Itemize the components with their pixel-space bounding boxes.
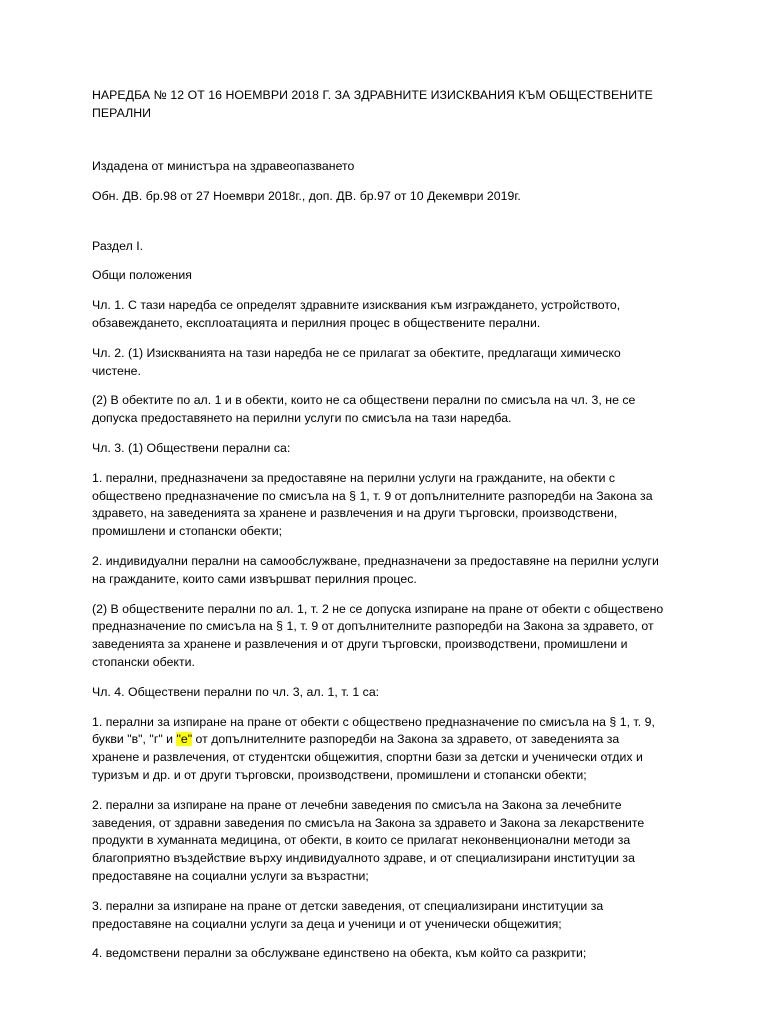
article-3-paragraph-1: Чл. 3. (1) Обществени перални са: bbox=[92, 440, 291, 455]
article-3-item-1: 1. перални, предназначени за предоставяне на перилни услуги на гражданите, на обекти с обществено предназначение по смисъла на § 1, т. 9 от допълнителните разпоредби на Закона за здравето, на заведенията за хранене и развлечения и на други търговски, производствени, промишлени и стопански обекти; bbox=[92, 470, 653, 539]
article-2-paragraph-1: Чл. 2. (1) Изискванията на тази наредба не се прилагат за обектите, предлагащи химическо чистене. bbox=[92, 345, 621, 378]
article-4: Чл. 4. Обществени перални по чл. 3, ал. 1, т. 1 са: bbox=[92, 684, 380, 699]
highlighted-text: "е" bbox=[176, 732, 193, 747]
article-1: Чл. 1. С тази наредба се определят здравните изисквания към изграждането, устройството, обзавеждането, експлоатацията и перилния процес в обществените перални. bbox=[92, 298, 621, 330]
article-3-item-2: 2. индивидуални перални на самообслужване, предназначени за предоставяне на перилни услуги на гражданите, които сами извършват перилния процес. bbox=[92, 553, 659, 586]
article-3-paragraph-2: (2) В обществените перални по ал. 1, т. 2 не се допуска изпиране на пране от обекти с обществено предназначение по смисъла на § 1, т. 9 от допълнителните разпоредби на Закона за здравето, от заведенията за хранене и развлечения и от други търговски, производствени, промишлени и стопански обекти. bbox=[92, 601, 664, 669]
article-4-item-1 bbox=[92, 714, 668, 785]
section-number: Раздел I. bbox=[92, 238, 144, 253]
publication-line: Обн. ДВ. бр.98 от 27 Ноември 2018г., доп. ДВ. бр.97 от 10 Декември 2019г. bbox=[92, 188, 521, 203]
issuer-line: Издадена от министъра на здравеопазването bbox=[92, 159, 355, 173]
article-4-item-2: 2. перални за изпиране на пране от лечебни заведения по смисъла на Закона за лечебните заведения, от здравни заведения по смисъла на Закона за здравето и Закона за лекарствените продукти в хуманната медицина, от обекти, в които се прилагат неконвенционални методи за благоприятно въздействие върху индивидуалното здраве, и от специализирани институции за предоставяне на социални услуги за възрастни; bbox=[92, 797, 645, 883]
article-4-item-1-text-end: от допълнителните разпоредби на Закона за здравето, от заведенията за хранене и развлечения, от студентски общежития, спортни бази за детски и ученически отдих и туризъм и др. и от други търговски, производствени, промишлени и стопански обекти; bbox=[92, 732, 643, 782]
section-title: Общи положения bbox=[92, 268, 192, 283]
article-2-paragraph-2: (2) В обектите по ал. 1 и в обекти, които не са обществени перални по смисъла на чл. 3, не се допуска предоставянето на перилни услуги по смисъла на тази наредба. bbox=[92, 393, 636, 426]
article-4-item-4: 4. ведомствени перални за обслужване единствено на обекта, към който са разкрити; bbox=[92, 946, 587, 961]
article-4-item-1-text-start: 1. перални за изпиране на пране от обекти с обществено предназначение по смисъла на § 1, т. 9, букви "в", "г" и bbox=[92, 714, 655, 747]
article-4-item-3: 3. перални за изпиране на пране от детски заведения, от специализирани институции за предоставяне на социални услуги за деца и ученици и от ученически общежития; bbox=[92, 898, 604, 931]
document-title: НАРЕДБА № 12 ОТ 16 НОЕМВРИ 2018 Г. ЗА ЗДРАВНИТЕ ИЗИСКВАНИЯ КЪМ ОБЩЕСТВЕНИТЕ ПЕРАЛНИ bbox=[92, 88, 653, 120]
